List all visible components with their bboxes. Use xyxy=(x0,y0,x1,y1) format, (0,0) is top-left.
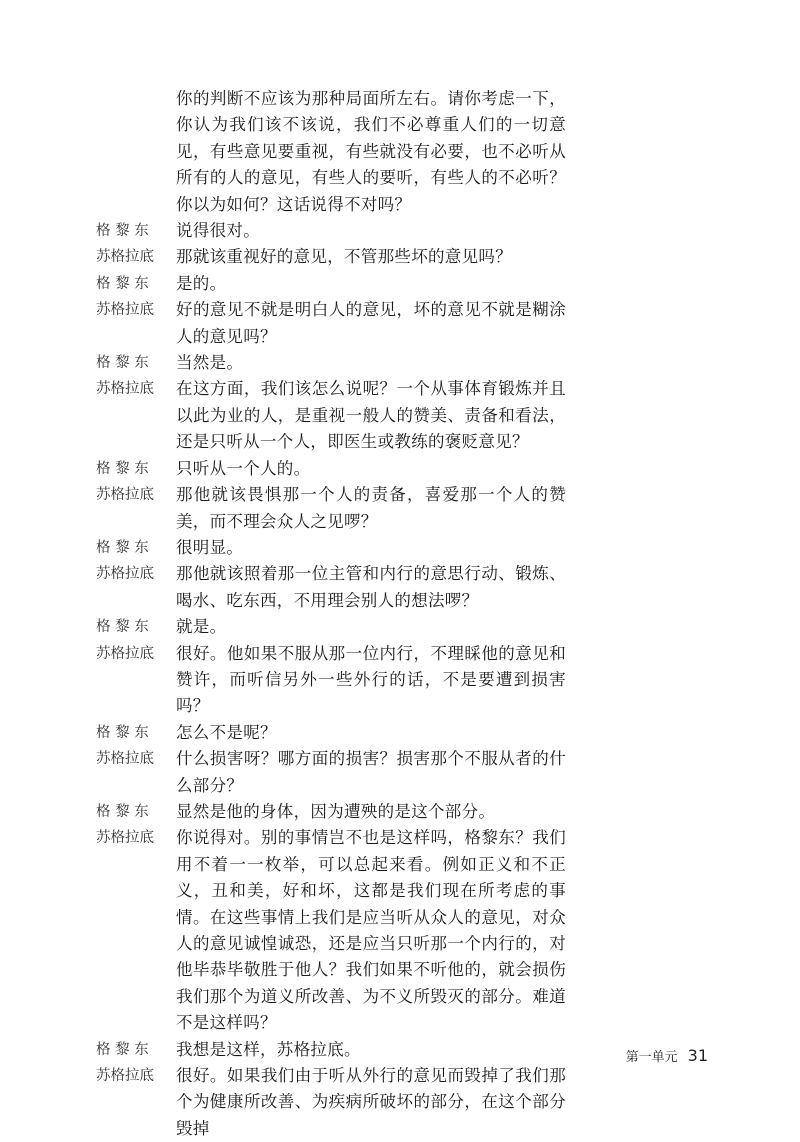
speaker-label: 苏格拉底 xyxy=(96,249,154,266)
dialogue-turn xyxy=(96,482,566,535)
speech-text: 很好。他如果不服从那一位内行，不理睬他的意见和赞许，而听信另外一些外行的话，不是要遭到损害吗？ xyxy=(176,643,566,716)
speaker-label: 苏格拉底 xyxy=(96,1068,154,1085)
speech-text: 你的判断不应该为那种局面所左右。请你考虑一下，你认为我们该不该说，我们不必尊重人们的一切意见，有些意见要重视，有些就没有必要，也不必听从所有的人的意见，有些人的要听，有些人的不必听？你以为如何？这话说得不对吗？ xyxy=(176,89,566,214)
speech-text: 你说得对。别的事情岂不也是这样吗，格黎东？我们用不着一一枚举，可以总起来看。例如正义和不正义，丑和美，好和坏，这都是我们现在所考虑的事情。在这些事情上我们是应当听从众人的意见，对众人的意见诚惶诚恐，还是应当只听那一个内行的，对他毕恭毕敬胜于他人？我们如果不听他的，就会损伤我们那个为道义所改善、为不义所毁灭的部分。难道不是这样吗？ xyxy=(176,828,566,1033)
speech-text: 只听从一个人的。 xyxy=(176,458,311,478)
speech-text: 在这方面，我们该怎么说呢？一个从事体育锻炼并且以此为业的人，是重视一般人的赞美、责备和看法，还是只听从一个人，即医生或教练的褒贬意见？ xyxy=(176,379,566,452)
speech-text: 说得很对。 xyxy=(176,221,260,241)
dialogue-turn xyxy=(96,1037,566,1063)
speech-text: 我想是这样，苏格拉底。 xyxy=(176,1039,361,1059)
speech-text: 那他就该照着那一位主管和内行的意思行动、锻炼、喝水、吃东西，不用理会别人的想法啰？ xyxy=(176,564,566,610)
speech-text: 那他就该畏惧那一个人的责备，喜爱那一个人的赞美，而不理会众人之见啰？ xyxy=(176,485,566,531)
dialogue-turn xyxy=(96,720,566,746)
dialogue-turn xyxy=(96,218,566,244)
dialogue xyxy=(96,86,566,1142)
unit-label: 第一单元 xyxy=(625,1050,678,1065)
speech-text: 什么损害呀？哪方面的损害？损害那个不服从者的什么部分？ xyxy=(176,749,566,795)
speaker-label: 苏格拉底 xyxy=(96,645,154,662)
dialogue-turn xyxy=(96,244,566,270)
speaker-label: 苏格拉底 xyxy=(96,751,154,768)
speaker-label: 苏格拉底 xyxy=(96,566,154,583)
dialogue-turn xyxy=(96,350,566,376)
dialogue-turn xyxy=(96,641,566,720)
dialogue-turn xyxy=(96,561,566,614)
speaker-label: 格 黎 东 xyxy=(96,724,149,741)
speaker-label: 格 黎 东 xyxy=(96,223,149,240)
speech-text: 很明显。 xyxy=(176,537,244,557)
speaker-label: 格 黎 东 xyxy=(96,460,149,477)
speech-text: 显然是他的身体，因为遭殃的是这个部分。 xyxy=(176,801,496,821)
dialogue-turn xyxy=(96,1063,566,1142)
dialogue-turn xyxy=(96,535,566,561)
speech-text: 就是。 xyxy=(176,617,227,637)
speaker-label: 格 黎 东 xyxy=(96,803,149,820)
dialogue-turn xyxy=(96,825,566,1036)
dialogue-turn xyxy=(96,799,566,825)
dialogue-turn xyxy=(96,86,566,218)
page-footer xyxy=(626,1046,708,1065)
dialogue-turn xyxy=(96,297,566,350)
speaker-label: 格 黎 东 xyxy=(96,355,149,372)
speech-text: 很好。如果我们由于听从外行的意见而毁掉了我们那个为健康所改善、为疾病所破坏的部分，在这个部分毁掉 xyxy=(176,1066,566,1138)
page-number: 31 xyxy=(687,1046,708,1065)
speaker-label: 格 黎 东 xyxy=(96,539,149,556)
dialogue-turn xyxy=(96,614,566,640)
speech-text: 是的。 xyxy=(176,273,227,293)
speaker-label: 格 黎 东 xyxy=(96,1041,149,1058)
speech-text: 好的意见不就是明白人的意见，坏的意见不就是糊涂人的意见吗？ xyxy=(176,300,566,346)
speech-text: 那就该重视好的意见，不管那些坏的意见吗？ xyxy=(176,247,512,267)
dialogue-turn xyxy=(96,456,566,482)
speaker-label: 苏格拉底 xyxy=(96,381,154,398)
speaker-label: 苏格拉底 xyxy=(96,302,154,319)
speech-text: 当然是。 xyxy=(176,353,244,373)
dialogue-turn xyxy=(96,376,566,455)
speaker-label: 格 黎 东 xyxy=(96,275,149,292)
speaker-label: 苏格拉底 xyxy=(96,487,154,504)
dialogue-turn xyxy=(96,271,566,297)
speech-text: 怎么不是呢？ xyxy=(176,722,277,742)
speaker-label: 格 黎 东 xyxy=(96,619,149,636)
dialogue-turn xyxy=(96,746,566,799)
speaker-label: 苏格拉底 xyxy=(96,830,154,847)
